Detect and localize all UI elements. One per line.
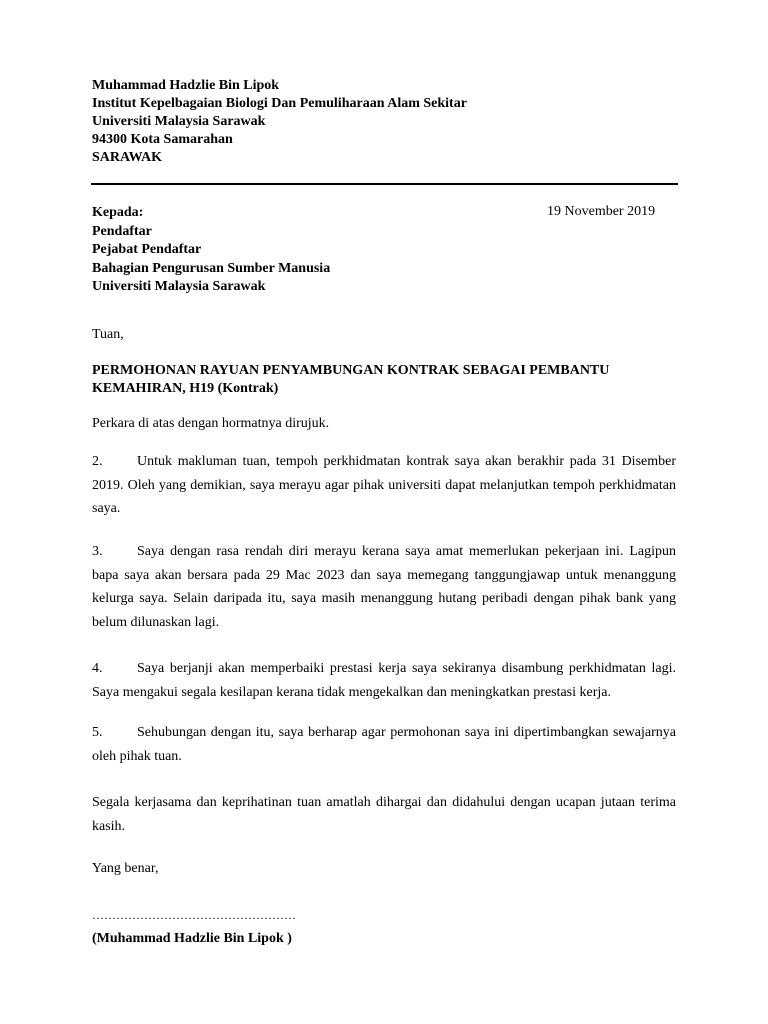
paragraph-text: Sehubungan dengan itu, saya berharap agar permohonan saya ini dipertimbangkan sewajarnya oleh pihak tuan. (92, 725, 676, 764)
header-divider (91, 183, 678, 185)
recipient-line-4: Universiti Malaysia Sarawak (92, 279, 266, 294)
reference-line: Perkara di atas dengan hormatnya dirujuk. (92, 416, 330, 431)
paragraph-5 (92, 721, 676, 768)
paragraph-text: Saya dengan rasa rendah diri merayu kerana saya amat memerlukan pekerjaan ini. Lagipun bapa saya akan bersara pada 29 Mac 2023 dan saya memegang tanggungjawap untuk menanggung kelurga saya. Selain daripada itu, saya masih menanggung hutang peribadi dengan pihak bank yang belum dilunaskan lagi. (92, 544, 676, 630)
appreciation-paragraph: Segala kerjasama dan keprihatinan tuan amatlah dihargai dan didahului dengan ucapan jutaan terima kasih. (92, 795, 676, 834)
recipient-label: Kepada: (92, 205, 144, 220)
closing: Yang benar, (92, 861, 159, 876)
sender-name: Muhammad Hadzlie Bin Lipok (92, 78, 280, 93)
recipient-line-1: Pendaftar (92, 223, 152, 239)
paragraph-text: Untuk makluman tuan, tempoh perkhidmatan kontrak saya akan berakhir pada 31 Disember 2019. Oleh yang demikian, saya merayu agar pihak universiti dapat melanjutkan tempoh perkhidmatan saya. (92, 454, 676, 516)
paragraph-number: 3. (92, 544, 103, 559)
sender-institute: Institut Kepelbagaian Biologi Dan Pemuliharaan Alam Sekitar (92, 96, 467, 111)
recipient-address (92, 204, 330, 297)
paragraph-number: 4. (92, 661, 103, 676)
letter-subject: PERMOHONAN RAYUAN PENYAMBUNGAN KONTRAK SEBAGAI PEMBANTU KEMAHIRAN, H19 (Kontrak) (92, 363, 610, 396)
paragraph-2 (92, 450, 676, 521)
signature-name: (Muhammad Hadzlie Bin Lipok ) (92, 931, 292, 946)
sender-university: Universiti Malaysia Sarawak (92, 114, 266, 129)
paragraph-text: Saya berjanji akan memperbaiki prestasi kerja saya sekiranya disambung perkhidmatan lagi. Saya mengakui segala kesilapan kerana tidak mengekalkan dan meningkatkan prestasi kerja. (92, 661, 676, 700)
paragraph-number: 5. (92, 725, 103, 740)
sender-postcode-city: 94300 Kota Samarahan (92, 132, 233, 147)
sender-state: SARAWAK (92, 150, 163, 165)
recipient-line-2: Pejabat Pendaftar (92, 242, 202, 257)
sender-address (92, 77, 467, 167)
paragraph-3 (92, 540, 676, 634)
letter-date: 19 November 2019 (547, 204, 656, 219)
signature-line: …………………………………………… (92, 908, 296, 922)
salutation: Tuan, (92, 327, 124, 342)
paragraph-4 (92, 657, 676, 704)
recipient-line-3: Bahagian Pengurusan Sumber Manusia (92, 260, 331, 276)
paragraph-number: 2. (92, 454, 103, 469)
